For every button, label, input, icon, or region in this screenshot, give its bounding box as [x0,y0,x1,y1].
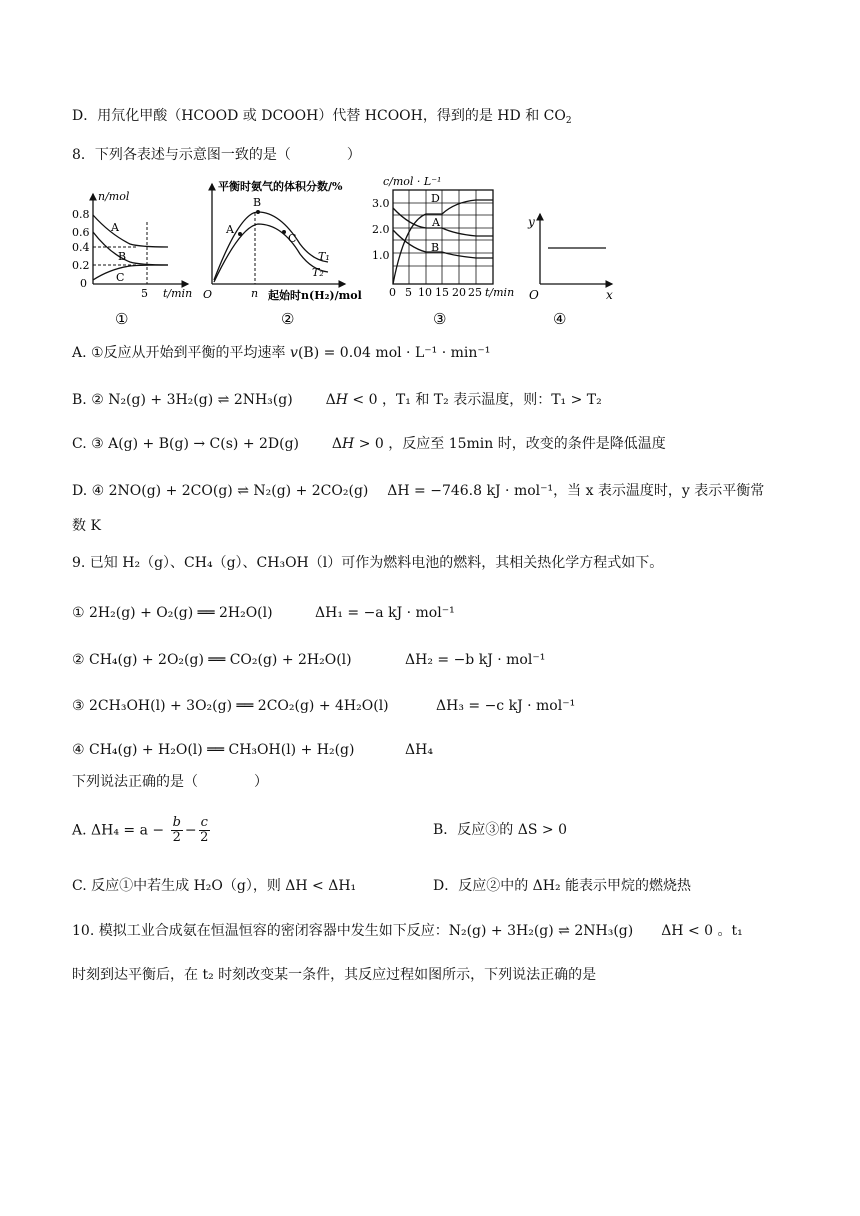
q9-eq3-text: ③ 2CH₃OH(l) + 3O₂(g) ══ 2CO₂(g) + 4H₂O(l) [72,698,389,714]
q8-option-b-eq: B. ② N₂(g) + 3H₂(g) ⇌ 2NH₃(g) [72,392,293,408]
q9-option-a-frac-c: $\frac{c}{2}$ [200,815,209,845]
fig2-point-a: A [226,223,234,236]
figure-1 [72,190,192,300]
fig1-ylabel: n/mol [98,190,130,203]
q9-eq2 [72,650,546,670]
fig1-label-a: A [111,221,119,234]
fig2-xtick: n [251,287,259,300]
fig3-xtick-0: 0 [389,286,396,299]
q8-stem: 8．下列各表述与示意图一致的是（ ） [72,147,361,163]
fig4-ylabel: y [528,215,535,229]
q9-option-a-pre: A. ΔH₄ = a − [72,822,165,839]
q8-option-b-tail: ，T₁ 和 T₂ 表示温度，则：T₁ > T₂ [381,392,602,408]
fig1-ytick-0: 0.8 [72,208,90,221]
fig1-ytick-4: 0 [80,277,87,290]
q8-option-b-dh: ΔH < 0 [325,392,378,408]
fig1-caption: ① [115,310,129,328]
fig3-xtick-4: 20 [452,286,466,299]
figure-4 [527,214,613,302]
q9-eq4-dh: ΔH₄ [405,742,433,758]
fig3-xlabel: t/min [485,286,515,299]
fig3-label-b: B [431,241,440,254]
q9-eq2-text: ② CH₄(g) + 2O₂(g) ══ CO₂(g) + 2H₂O(l) [72,652,352,668]
q8-option-d [72,481,764,501]
q8-option-b [72,390,602,410]
q10-line2: 时刻到达平衡后，在 t₂ 时刻改变某一条件，其反应过程如图所示，下列说法正确的是 [72,967,597,983]
q8-option-d-cont: 数 K [72,518,101,534]
q9-eq3-dh: ΔH₃ = −c kJ · mol⁻¹ [436,698,576,714]
q9-eq1 [72,603,455,623]
fig4-xlabel: x [606,288,613,302]
fig2-origin: O [203,288,213,301]
fig1-xlabel: t/min [163,287,193,300]
fig3-ytick-0: 3.0 [372,197,390,210]
q7-option-d-text: D．用氘化甲酸（HCOOD 或 DCOOH）代替 HCOOH，得到的是 HD 和 CO [72,108,566,124]
fig3-label-a: A [432,216,440,229]
q9-eq1-text: ① 2H₂(g) + O₂(g) ══ 2H₂O(l) [72,605,273,621]
fig2-caption: ② [281,310,295,328]
fig3-ytick-1: 2.0 [372,223,390,236]
q9-option-c: C. 反应①中若生成 H₂O（g），则 ΔH < ΔH₁ [72,878,357,894]
q9-option-a: A. ΔH₄ = a − $\frac{b}{2}$ − $\frac{c}{2}$ [72,815,209,845]
fig1-ytick-1: 0.6 [72,226,90,239]
fig1-xtick: 5 [141,287,148,300]
fig2-xlabel: 起始时n(H₂)/mol [268,289,362,302]
fig3-ylabel: c/mol · L⁻¹ [383,175,442,188]
q9-option-a-frac-b: $\frac{b}{2}$ [172,815,181,845]
fig3-ytick-2: 1.0 [372,249,390,262]
q8-option-c [72,434,666,454]
fig3-xtick-2: 10 [418,286,432,299]
q8-option-a-eq: = 0.04 mol · L⁻¹ · min⁻¹ [323,345,491,361]
fig2-curve-label-t2: T₂ [312,266,324,279]
fig1-ytick-3: 0.2 [72,259,90,272]
fig3-caption: ③ [433,310,447,328]
q8-option-c-dh: ΔH > 0 [331,436,384,452]
q9-option-b: B．反应③的 ΔS > 0 [433,822,567,838]
q8-option-a-v: v(B) [290,345,320,361]
q9-eq3 [72,696,576,716]
fig3-curve-a [393,208,493,236]
q8-option-d-tail: ΔH = −746.8 kJ · mol⁻¹，当 x 表示温度时，y 表示平衡常 [387,483,765,499]
fig3-xtick-3: 15 [435,286,449,299]
q9-eq1-dh: ΔH₁ = −a kJ · mol⁻¹ [315,605,455,621]
fig2-point-b: B [253,196,262,209]
fig4-origin: O [529,288,539,302]
figure-3 [372,175,514,299]
fig1-curve-c [93,265,168,280]
fig4-caption: ④ [553,310,567,328]
q9-option-d: D．反应②中的 ΔH₂ 能表示甲烷的燃烧热 [433,878,692,894]
fig2-title: 平衡时氨气的体积分数/% [218,180,343,193]
fig1-curve-a [93,215,168,247]
q9-stem: 9. 已知 H₂（g）、CH₄（g）、CH₃OH（l）可作为燃料电池的燃料，其相关热化学方程式如下。 [72,555,664,571]
fig2-curve-label-t1: T₁ [318,250,330,263]
q7-option-d-sub: 2 [565,116,572,126]
q7-option-d [72,106,572,126]
figure-2 [203,179,362,302]
fig1-label-c: C [116,271,125,284]
fig3-curve-d [393,200,493,284]
fig2-point-c: C [288,232,297,245]
fig1-label-b: B [118,250,127,263]
q10-line1: 10. 模拟工业合成氨在恒温恒容的密闭容器中发生如下反应：N₂(g) + 3H₂(g) ⇌ 2NH₃(g) ΔH < 0 。t₁ [72,923,743,939]
q8-option-d-eq: D. ④ 2NO(g) + 2CO(g) ⇌ N₂(g) + 2CO₂(g) [72,483,369,499]
q8-option-c-eq: C. ③ A(g) + B(g) → C(s) + 2D(g) [72,436,300,452]
fig3-xtick-1: 5 [405,286,412,299]
fig1-ytick-2: 0.4 [72,241,90,254]
q9-eq4-text: ④ CH₄(g) + H₂O(l) ══ CH₃OH(l) + H₂(g) [72,742,355,758]
q9-ask: 下列说法正确的是（ ） [72,774,268,790]
q9-eq2-dh: ΔH₂ = −b kJ · mol⁻¹ [405,652,546,668]
q8-option-a [72,343,490,363]
q8-figures [0,172,860,332]
q9-eq4 [72,740,433,760]
q8-option-c-tail: ，反应至 15min 时，改变的条件是降低温度 [388,436,666,452]
q8-option-a-text: A. ①反应从开始到平衡的平均速率 [72,345,286,361]
fig3-xtick-5: 25 [468,286,482,299]
fig1-curve-b [93,232,168,265]
fig3-label-d: D [431,192,440,205]
